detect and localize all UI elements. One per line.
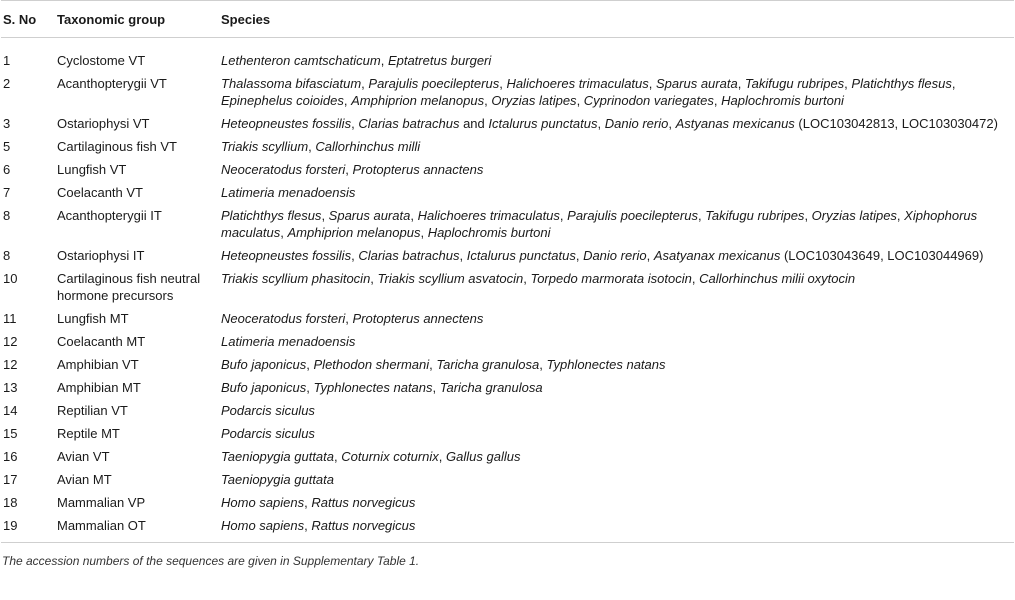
species-separator: , xyxy=(484,93,492,108)
species-name: Clarias batrachus xyxy=(358,116,460,131)
cell-sno: 19 xyxy=(1,514,55,543)
cell-species xyxy=(219,72,1014,112)
species-name: Epinephelus coioides xyxy=(221,93,344,108)
species-name: Taricha granulosa xyxy=(436,357,540,372)
species-name: Callorhinchus milli xyxy=(315,139,421,154)
species-name: Rattus norvegicus xyxy=(311,495,416,510)
species-separator: , xyxy=(308,139,316,154)
cell-taxonomic-group: Amphibian MT xyxy=(57,380,141,395)
species-name: Plethodon shermani xyxy=(313,357,430,372)
table-row xyxy=(1,38,1014,73)
cell-species xyxy=(219,445,1014,468)
cell-species xyxy=(219,158,1014,181)
cell-sno: 10 xyxy=(3,271,18,286)
species-separator: , xyxy=(304,518,312,533)
cell-sno: 7 xyxy=(3,185,11,200)
species-separator: , xyxy=(380,53,388,68)
cell-sno: 8 xyxy=(3,248,11,263)
species-separator: , xyxy=(306,357,314,372)
cell-taxonomic-group: Acanthopterygii VT xyxy=(57,76,167,91)
species-name: Sparus aurata xyxy=(656,76,738,91)
species-separator: , xyxy=(280,225,288,240)
cell-sno: 13 xyxy=(3,380,18,395)
species-name: Parajulis poecilepterus xyxy=(368,76,500,91)
header-taxonomic-group: Taxonomic group xyxy=(55,1,219,38)
table-row xyxy=(1,353,1014,376)
species-name: Latimeria menadoensis xyxy=(221,334,356,349)
species-separator: , xyxy=(438,449,447,464)
species-name: Taeniopygia guttata xyxy=(221,472,335,487)
cell-species xyxy=(219,376,1014,399)
species-separator: , xyxy=(361,76,369,91)
table-row xyxy=(1,399,1014,422)
species-name: Danio rerio xyxy=(583,248,647,263)
species-name: Parajulis poecilepterus xyxy=(567,208,698,223)
cell-sno: 16 xyxy=(3,449,18,464)
species-name: Protopterus annectens xyxy=(352,311,484,326)
species-name: Bufo japonicus xyxy=(221,357,307,372)
table-row xyxy=(1,445,1014,468)
species-separator: (LOC103043649, LOC103044969) xyxy=(780,248,984,263)
cell-sno: 14 xyxy=(3,403,18,418)
cell-taxonomic-group: Cartilaginous fish neutral hormone precursors xyxy=(57,271,201,303)
species-separator: , xyxy=(345,162,353,177)
species-separator: , xyxy=(321,208,329,223)
cell-taxonomic-group: Coelacanth MT xyxy=(57,334,146,349)
cell-sno: 8 xyxy=(3,208,11,223)
species-name: Danio rerio xyxy=(604,116,669,131)
table-row xyxy=(1,307,1014,330)
cell-species xyxy=(219,468,1014,491)
species-separator: , xyxy=(646,248,654,263)
species-name: Halichoeres trimaculatus xyxy=(417,208,560,223)
cell-species xyxy=(219,135,1014,158)
species-separator: , xyxy=(459,248,467,263)
species-name: Haplochromis burtoni xyxy=(427,225,551,240)
table-row xyxy=(1,491,1014,514)
species-name: Podarcis siculus xyxy=(221,403,315,418)
species-name: Heteopneustes fossilis xyxy=(221,248,352,263)
species-name: Amphiprion melanopus xyxy=(351,93,485,108)
species-name: Taricha granulosa xyxy=(439,380,543,395)
species-separator: , xyxy=(713,93,722,108)
table-row xyxy=(1,112,1014,135)
species-name: Halichoeres trimaculatus xyxy=(506,76,649,91)
cell-taxonomic-group: Lungfish MT xyxy=(57,311,129,326)
table-row xyxy=(1,422,1014,445)
cell-species xyxy=(219,514,1014,543)
cell-sno: 12 xyxy=(3,334,18,349)
species-name: Takifugu rubripes xyxy=(705,208,805,223)
species-table xyxy=(1,0,1014,543)
cell-species xyxy=(219,204,1014,244)
species-name: Oryzias latipes xyxy=(491,93,577,108)
species-name: Platichthys flesus xyxy=(221,208,322,223)
table-row xyxy=(1,181,1014,204)
species-separator: , xyxy=(896,208,905,223)
species-name: Coturnix coturnix xyxy=(341,449,439,464)
cell-taxonomic-group: Cyclostome VT xyxy=(57,53,146,68)
cell-species xyxy=(219,112,1014,135)
header-row xyxy=(1,1,1014,38)
table-row xyxy=(1,72,1014,112)
species-separator: , xyxy=(648,76,657,91)
species-name: Haplochromis burtoni xyxy=(721,93,844,108)
species-separator: , xyxy=(343,93,352,108)
cell-taxonomic-group: Cartilaginous fish VT xyxy=(57,139,177,154)
species-name: Oryzias latipes xyxy=(811,208,897,223)
cell-species xyxy=(219,38,1014,73)
species-name: Cyprinodon variegates xyxy=(583,93,714,108)
species-name: Gallus gallus xyxy=(446,449,521,464)
species-name: Bufo japonicus xyxy=(221,380,307,395)
cell-taxonomic-group: Ostariophysi VT xyxy=(57,116,150,131)
table-row xyxy=(1,514,1014,543)
species-separator: , xyxy=(597,116,605,131)
species-name: Torpedo marmorata isotocin xyxy=(530,271,692,286)
species-name: Podarcis siculus xyxy=(221,426,315,441)
species-separator: , xyxy=(370,271,378,286)
table-row xyxy=(1,267,1014,307)
species-separator: (LOC103042813, LOC103030472) xyxy=(794,116,998,131)
cell-taxonomic-group: Lungfish VT xyxy=(57,162,127,177)
species-separator: , xyxy=(844,76,852,91)
cell-species xyxy=(219,267,1014,307)
species-separator: , xyxy=(499,76,507,91)
cell-taxonomic-group: Mammalian OT xyxy=(55,514,219,543)
cell-species xyxy=(219,244,1014,267)
species-separator: , xyxy=(575,248,584,263)
cell-sno: 17 xyxy=(3,472,18,487)
species-separator: , xyxy=(306,380,314,395)
species-name: Eptatretus burgeri xyxy=(387,53,492,68)
species-separator: , xyxy=(951,76,956,91)
species-name: Ictalurus punctatus xyxy=(488,116,598,131)
cell-taxonomic-group: Amphibian VT xyxy=(57,357,139,372)
table-row xyxy=(1,135,1014,158)
species-name: Triakis scyllium xyxy=(221,139,309,154)
species-name: Lethenteron camtschaticum xyxy=(221,53,381,68)
species-separator: , xyxy=(410,208,418,223)
species-separator: , xyxy=(576,93,584,108)
cell-taxonomic-group: Avian VT xyxy=(57,449,110,464)
cell-species xyxy=(219,181,1014,204)
cell-taxonomic-group: Mammalian VP xyxy=(57,495,146,510)
cell-species xyxy=(219,307,1014,330)
cell-sno: 18 xyxy=(3,495,18,510)
cell-sno: 15 xyxy=(3,426,18,441)
species-name: Takifugu rubripes xyxy=(744,76,845,91)
species-name: Clarias batrachus xyxy=(358,248,460,263)
species-separator: , xyxy=(523,271,531,286)
cell-species xyxy=(219,399,1014,422)
species-name: Xiphophorus maculatus xyxy=(221,208,978,240)
species-name: Ictalurus punctatus xyxy=(466,248,576,263)
cell-taxonomic-group: Reptile MT xyxy=(57,426,120,441)
species-separator: , xyxy=(737,76,745,91)
table-row xyxy=(1,158,1014,181)
species-name: Platichthys flesus xyxy=(851,76,952,91)
cell-sno: 1 xyxy=(3,53,11,68)
species-separator: , xyxy=(351,248,359,263)
species-separator: , xyxy=(429,357,437,372)
species-separator: , xyxy=(304,495,312,510)
table-header xyxy=(1,1,1014,38)
cell-sno: 5 xyxy=(3,139,11,154)
species-separator: , xyxy=(432,380,440,395)
table-row xyxy=(1,244,1014,267)
header-species: Species xyxy=(219,1,1014,38)
cell-sno: 12 xyxy=(3,357,18,372)
species-separator: , xyxy=(668,116,676,131)
species-name: Homo sapiens xyxy=(221,518,305,533)
species-separator: , xyxy=(539,357,547,372)
table-row xyxy=(1,376,1014,399)
species-name: Neoceratodus forsteri xyxy=(221,311,346,326)
cell-sno: 11 xyxy=(3,311,17,326)
species-name: Heteopneustes fossilis xyxy=(221,116,352,131)
species-separator: , xyxy=(697,208,706,223)
species-name: Asatyanax mexicanus xyxy=(653,248,781,263)
cell-taxonomic-group: Coelacanth VT xyxy=(57,185,143,200)
cell-taxonomic-group: Avian MT xyxy=(57,472,112,487)
species-name: Callorhinchus milii oxytocin xyxy=(699,271,856,286)
species-name: Amphiprion melanopus xyxy=(287,225,421,240)
species-name: Typhlonectes natans xyxy=(546,357,666,372)
species-name: Neoceratodus forsteri xyxy=(221,162,346,177)
species-name: Triakis scyllium phasitocin xyxy=(221,271,371,286)
table-row xyxy=(1,468,1014,491)
cell-taxonomic-group: Ostariophysi IT xyxy=(57,248,145,263)
cell-species xyxy=(219,353,1014,376)
species-name: Rattus norvegicus xyxy=(311,518,416,533)
species-separator: , xyxy=(345,311,353,326)
table-row xyxy=(1,204,1014,244)
species-separator: , xyxy=(691,271,700,286)
cell-taxonomic-group: Acanthopterygii IT xyxy=(57,208,162,223)
species-name: Triakis scyllium asvatocin xyxy=(377,271,524,286)
species-name: Sparus aurata xyxy=(328,208,411,223)
species-separator: , xyxy=(804,208,812,223)
cell-taxonomic-group: Reptilian VT xyxy=(57,403,128,418)
species-name: Latimeria menadoensis xyxy=(221,185,356,200)
table-body xyxy=(1,38,1014,543)
species-name: Typhlonectes natans xyxy=(313,380,433,395)
species-name: Taeniopygia guttata xyxy=(221,449,335,464)
species-name: Homo sapiens xyxy=(221,495,305,510)
header-sno: S. No xyxy=(1,1,55,38)
cell-species xyxy=(219,491,1014,514)
species-separator: , xyxy=(351,116,359,131)
species-name: Astyanas mexicanus xyxy=(675,116,795,131)
cell-sno: 6 xyxy=(3,162,11,177)
table-row xyxy=(1,330,1014,353)
cell-sno: 2 xyxy=(3,76,11,91)
species-separator: , xyxy=(420,225,428,240)
cell-sno: 3 xyxy=(3,116,11,131)
table-footnote: The accession numbers of the sequences are given in Supplementary Table 1. xyxy=(2,554,420,568)
cell-species xyxy=(219,422,1014,445)
species-separator: and xyxy=(459,116,489,131)
species-name: Thalassoma bifasciatum xyxy=(221,76,362,91)
species-name: Protopterus annactens xyxy=(352,162,484,177)
species-separator: , xyxy=(559,208,568,223)
cell-species xyxy=(219,330,1014,353)
species-separator: , xyxy=(334,449,342,464)
